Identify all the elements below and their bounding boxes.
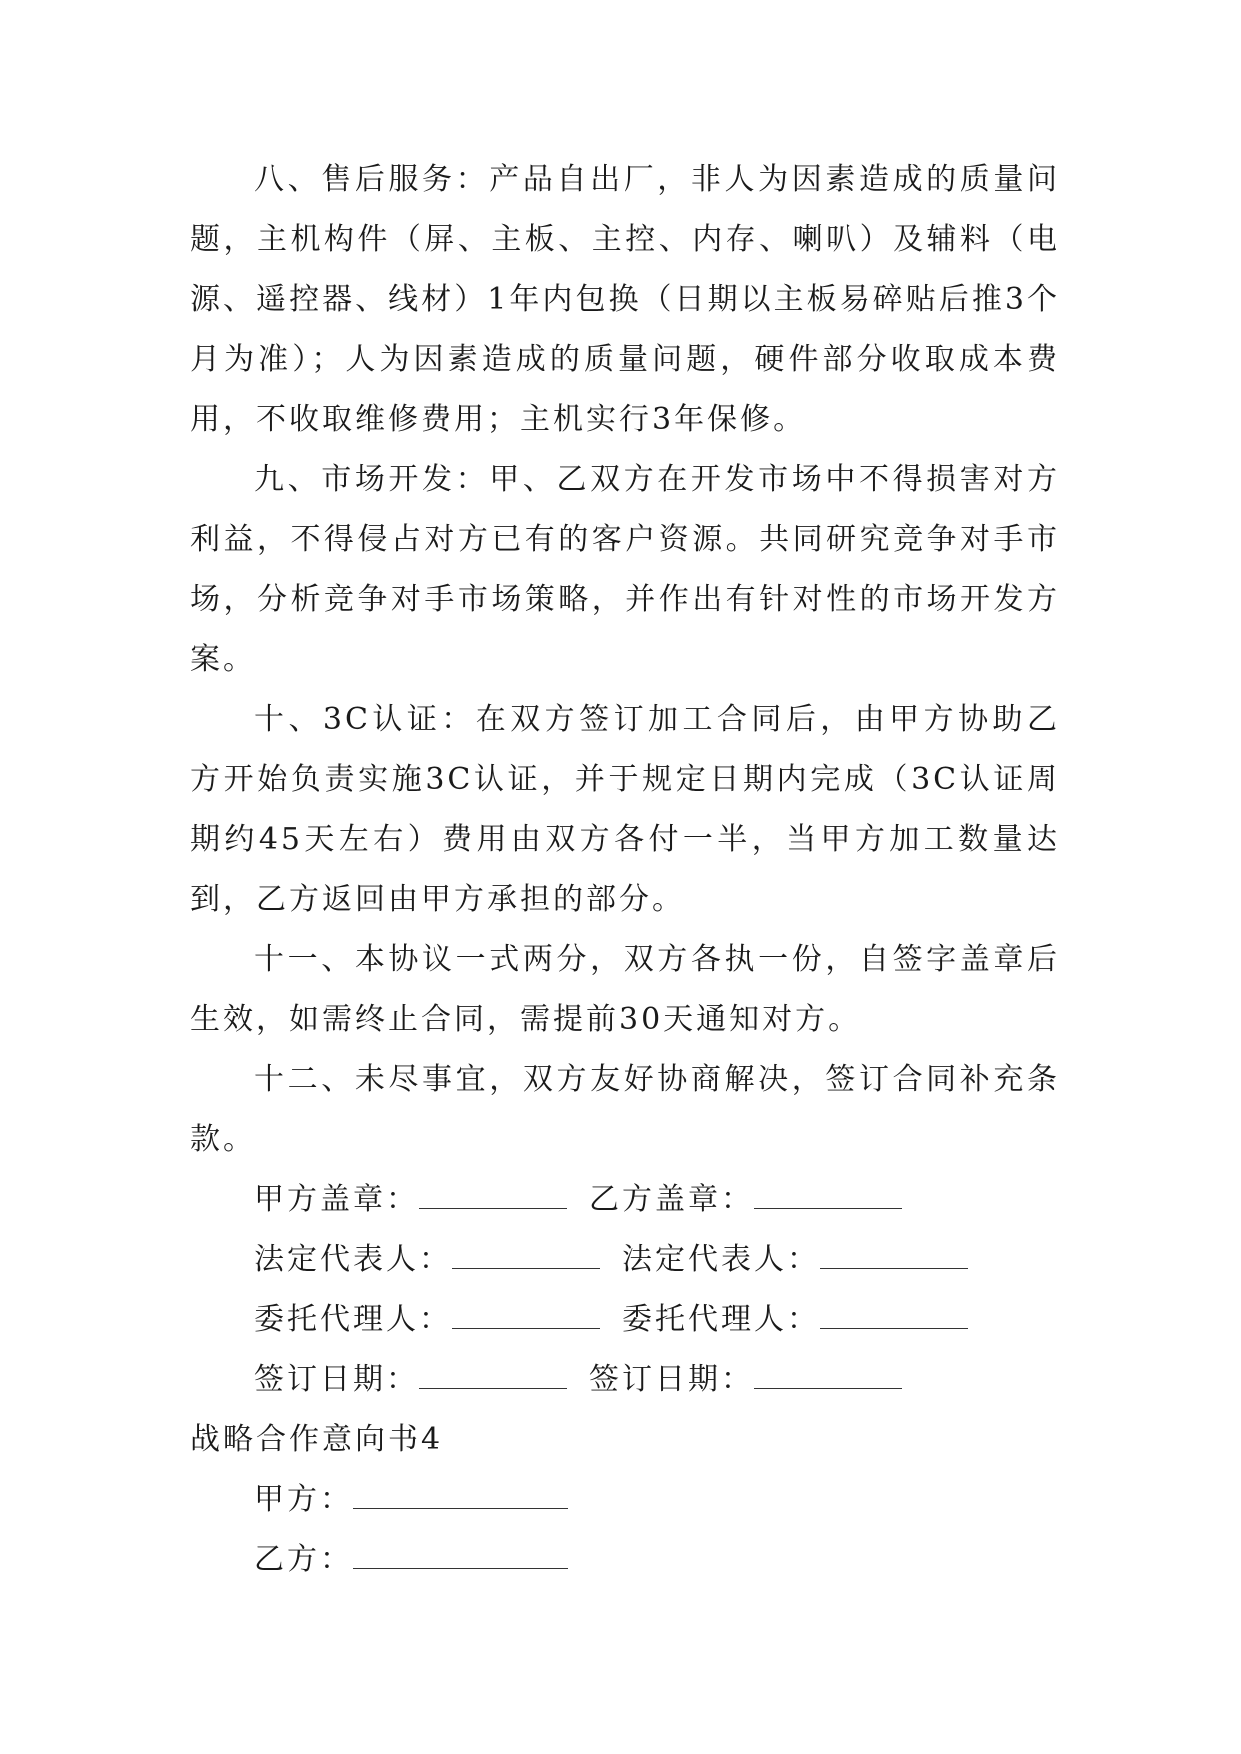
party-a-representative-blank: [452, 1230, 600, 1269]
clause-8-after-sales: 八、售后服务：产品自出厂，非人为因素造成的质量问题，主机构件（屏、主板、主控、内存、喇叭）及辅料（电源、遥控器、线材）1年内包换（日期以主板易碎贴后推3个月为准）；人为因素造成的质量问题，硬件部分收取成本费用，不收取维修费用；主机实行3年保修。: [190, 162, 1060, 437]
party-b-agent-label: 委托代理人：: [622, 1302, 820, 1337]
seal-row: [190, 1170, 1060, 1230]
representative-row: [190, 1230, 1060, 1290]
party-a-line: [190, 1470, 1060, 1530]
party-b-signing-date-blank: [754, 1350, 902, 1389]
party-a-seal-blank: [419, 1170, 567, 1209]
party-b-agent: [622, 1290, 968, 1350]
party-a-representative: [254, 1230, 622, 1290]
party-b-blank: [353, 1530, 568, 1569]
party-b-signing-date: [589, 1350, 902, 1410]
party-a-signing-date: [254, 1350, 589, 1410]
party-b-seal: [589, 1170, 902, 1230]
party-a-agent: [254, 1290, 622, 1350]
party-a-label: 甲方：: [254, 1482, 353, 1517]
party-b-seal-blank: [754, 1170, 902, 1209]
clause-12-unresolved-matters: 十二、未尽事宜，双方友好协商解决，签订合同补充条款。: [190, 1062, 1060, 1157]
party-b-signing-date-label: 签订日期：: [589, 1362, 754, 1397]
agent-row: [190, 1290, 1060, 1350]
clause-10-3c-certification: 十、3C认证：在双方签订加工合同后，由甲方协助乙方开始负责实施3C认证，并于规定日期内完成（3C认证周期约45天左右）费用由双方各付一半，当甲方加工数量达到，乙方返回由甲方承担的部分。: [190, 702, 1060, 917]
party-b-representative-label: 法定代表人：: [622, 1242, 820, 1277]
party-a-agent-label: 委托代理人：: [254, 1302, 452, 1337]
party-a-signing-date-label: 签订日期：: [254, 1362, 419, 1397]
next-document-title: 战略合作意向书4: [190, 1422, 444, 1457]
signing-date-row: [190, 1350, 1060, 1410]
party-b-seal-label: 乙方盖章：: [589, 1182, 754, 1217]
clause-9-market-development: 九、市场开发：甲、乙双方在开发市场中不得损害对方利益，不得侵占对方已有的客户资源。共同研究竞争对手市场，分析竞争对手市场策略，并作出有针对性的市场开发方案。: [190, 462, 1060, 677]
party-a-agent-blank: [452, 1290, 600, 1329]
party-b-label: 乙方：: [254, 1542, 353, 1577]
party-a-blank: [353, 1470, 568, 1509]
party-b-representative: [622, 1230, 968, 1290]
party-b-representative-blank: [820, 1230, 968, 1269]
party-a-signing-date-blank: [419, 1350, 567, 1389]
document-page: [190, 150, 1060, 1590]
clause-11-copies: 十一、本协议一式两分，双方各执一份，自签字盖章后生效，如需终止合同，需提前30天通知对方。: [190, 942, 1060, 1037]
party-b-line: [190, 1530, 1060, 1590]
party-a-representative-label: 法定代表人：: [254, 1242, 452, 1277]
party-a-seal: [254, 1170, 589, 1230]
party-b-agent-blank: [820, 1290, 968, 1329]
party-a-seal-label: 甲方盖章：: [254, 1182, 419, 1217]
